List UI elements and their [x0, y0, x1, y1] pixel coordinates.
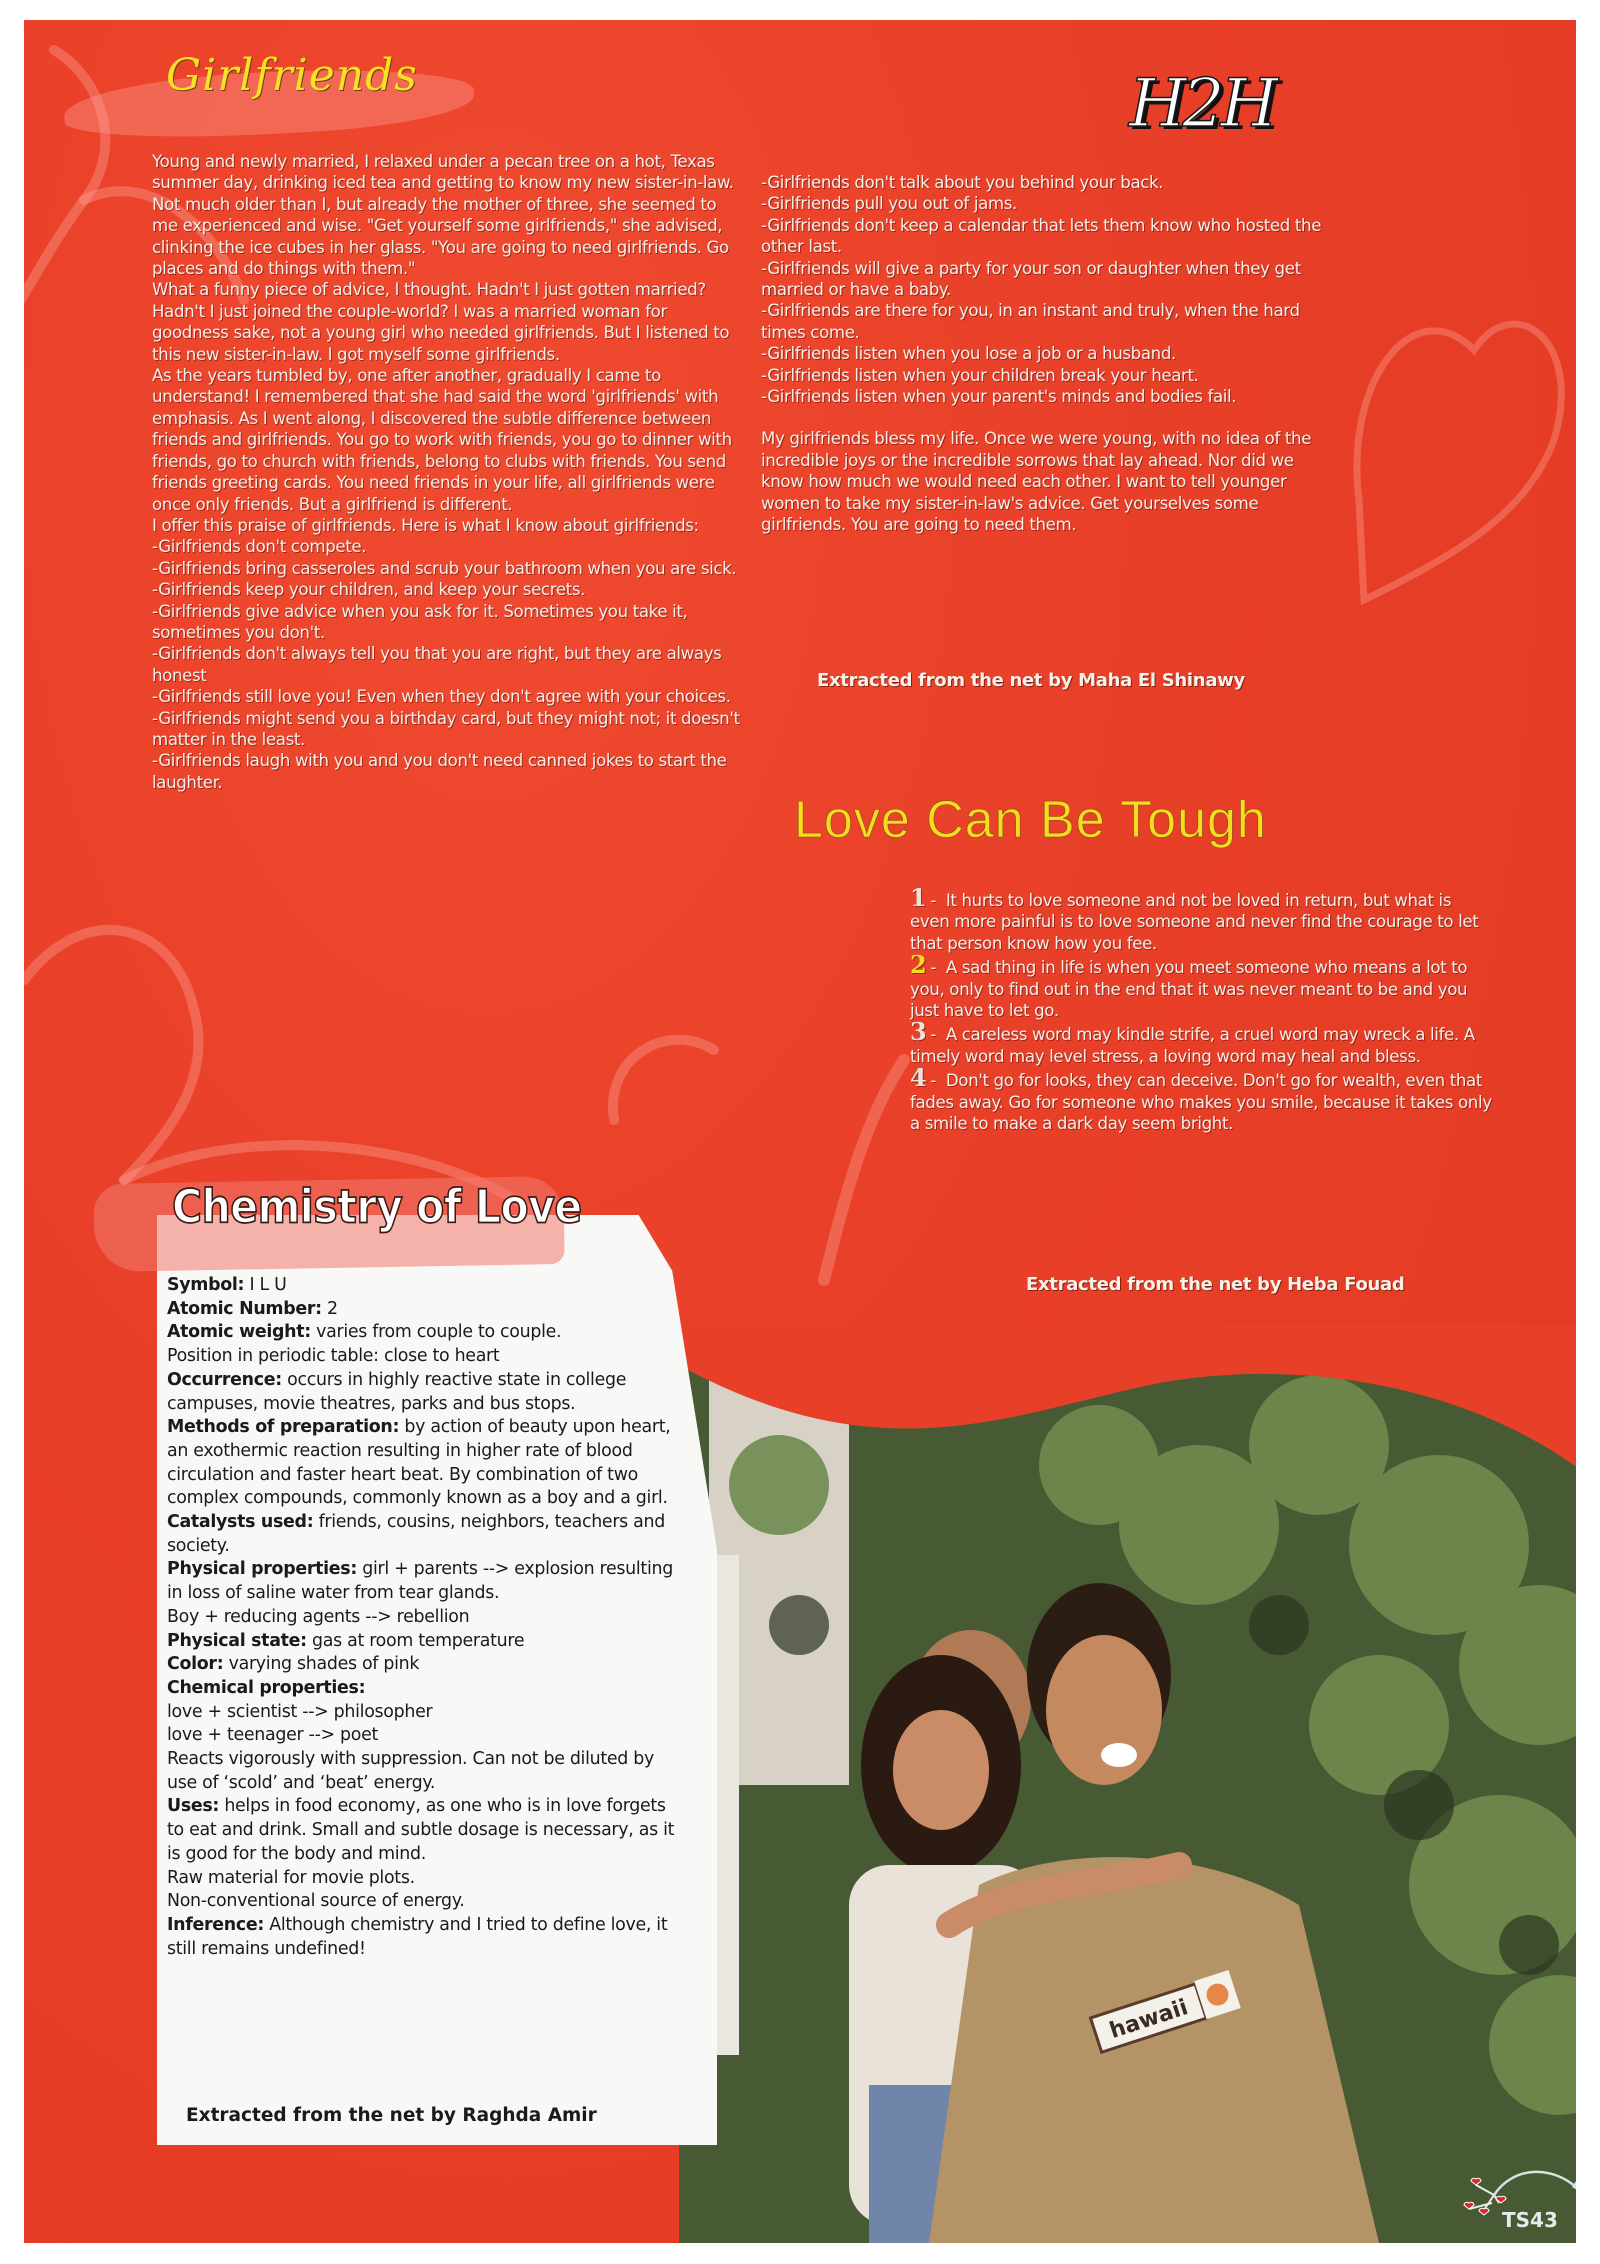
love-can-be-tough-title: Love Can Be Tough: [794, 791, 1267, 849]
list-item: -Girlfriends don't compete.: [152, 537, 367, 557]
closing-paragraph: My girlfriends bless my life. Once we were young, with no idea of the incredible joys or the incredible sorrows that lay ahead. Nor did we know how much we would need each other. I want to tell younger women to take my sister-in-law's advice. Get yourselves some girlfriends. You are going to need them.: [761, 429, 1312, 535]
item-text: A sad thing in life is when you meet someone who means a lot to you, only to find out in the end that it was never meant to be and you just have to let go.: [910, 958, 1468, 1021]
list-item: -Girlfriends don't keep a calendar that lets them know who hosted the other last.: [761, 215, 1322, 257]
couple-photo: [679, 1325, 1576, 2243]
item-number: 1: [910, 883, 927, 912]
chem-entry: Chemical properties:: [167, 1677, 366, 1698]
chem-entry: Physical properties: girl + parents --> explosion resulting in loss of saline water from tear glands.: [167, 1559, 673, 1604]
list-item: -Girlfriends listen when your parent's minds and bodies fail.: [761, 387, 1237, 407]
chem-entry: Occurrence: occurs in highly reactive state in college campuses, movie theatres, parks and bus stops.: [167, 1369, 627, 1414]
item-dash: -: [930, 1025, 936, 1045]
chem-entry: Boy + reducing agents --> rebellion: [167, 1606, 470, 1627]
chem-entry: Raw material for movie plots.: [167, 1867, 415, 1888]
chem-entry: Reacts vigorously with suppression. Can not be diluted by use of ‘scold’ and ‘beat’ energy.: [167, 1749, 654, 1793]
chem-entry: Symbol: I L U: [167, 1275, 287, 1295]
list-item: -Girlfriends will give a party for your son or daughter when they get married or have a baby.: [761, 258, 1301, 300]
paragraph: What a funny piece of advice, I thought. Hadn't I just gotten married? Hadn't I just joined the couple-world? I was a married woman for goodness sake, not a young girl who needed girlfriends. But I listened to this new sister-in-law. I got myself some girlfriends.: [152, 280, 730, 364]
item-number: 4: [910, 1063, 927, 1093]
tough-item-4: [910, 1063, 1495, 1134]
photo-illustration: [679, 1325, 1576, 2243]
love-tough-byline: Extracted from the net by Heba Fouad: [1026, 1274, 1405, 1295]
girlfriends-byline: Extracted from the net by Maha El Shinawy: [817, 670, 1245, 691]
item-number: 3: [910, 1017, 927, 1047]
item-dash: -: [930, 958, 936, 978]
list-item: -Girlfriends don't talk about you behind your back.: [761, 173, 1164, 192]
tough-item-2: [910, 950, 1495, 1021]
list-item: -Girlfriends pull you out of jams.: [761, 194, 1017, 214]
list-item: -Girlfriends listen when your children break your heart.: [761, 365, 1199, 385]
list-item: -Girlfriends laugh with you and you don't need canned jokes to start the laughter.: [152, 751, 727, 792]
chem-entry: love + scientist --> philosopher: [167, 1701, 433, 1722]
girlfriends-column-1: [152, 151, 742, 793]
paragraph: Young and newly married, I relaxed under a pecan tree on a hot, Texas summer day, drinking iced tea and getting to know my new sister-in-law. Not much older than I, but already the mother of three, she seemed to me experienced and wise. "Get yourself some girlfriends," she advised, clinking the ice cubes in her glass. "You are going to need girlfriends. Go places and do things with them.": [152, 152, 734, 279]
list-item: -Girlfriends bring casseroles and scrub your bathroom when you are sick.: [152, 558, 737, 578]
list-item: -Girlfriends still love you! Even when they don't agree with your choices.: [152, 687, 731, 707]
chem-entry: Physical state: gas at room temperature: [167, 1630, 525, 1651]
shirt-logo-text: hawaii: [1106, 1995, 1192, 2044]
list-item: -Girlfriends might send you a birthday card, but they might not; it doesn't matter in the least.: [152, 708, 740, 749]
item-text: A careless word may kindle strife, a cruel word may wreck a life. A timely word may level stress, a loving word may heal and bless.: [910, 1025, 1475, 1066]
chem-entry: Methods of preparation: by action of beauty upon heart, an exothermic reaction resulting in higher rate of blood circulation and faster heart beat. By combination of two complex compounds, commonly known as a boy and a girl.: [167, 1417, 671, 1509]
page-number: TS43: [1502, 2208, 1558, 2232]
chem-entry: Position in periodic table: close to heart: [167, 1346, 500, 1367]
item-dash: -: [930, 891, 936, 910]
tough-item-3: [910, 1017, 1495, 1067]
item-text: Don't go for looks, they can deceive. Don't go for wealth, even that fades away. Go for someone who makes you smile, because it takes only a smile to make a dark day seem bright.: [910, 1071, 1492, 1134]
chem-entry: love + teenager --> poet: [167, 1725, 379, 1746]
tough-item-1: [910, 883, 1495, 954]
paragraph: I offer this praise of girlfriends. Here is what I know about girlfriends:: [152, 515, 699, 535]
love-tough-list: [910, 883, 1495, 1134]
girlfriends-column-2: [761, 172, 1341, 536]
chem-entry: Color: varying shades of pink: [167, 1654, 420, 1675]
h2h-logo: H2H: [1129, 65, 1275, 142]
chem-entry: Inference: Although chemistry and I tried to define love, it still remains undefined!: [167, 1914, 668, 1959]
chem-entry: Non-conventional source of energy.: [167, 1891, 465, 1912]
chem-entry: Atomic weight: varies from couple to couple.: [167, 1322, 562, 1343]
girlfriends-title: Girlfriends: [166, 50, 418, 101]
magazine-page: [24, 20, 1576, 2243]
list-item: -Girlfriends are there for you, in an instant and truly, when the hard times come.: [761, 301, 1300, 342]
item-dash: -: [930, 1071, 936, 1091]
item-number: 2: [910, 950, 927, 980]
list-item: -Girlfriends give advice when you ask for it. Sometimes you take it, sometimes you don't.: [152, 601, 688, 642]
chem-entry: Atomic Number: 2: [167, 1298, 338, 1319]
list-item: -Girlfriends listen when you lose a job or a husband.: [761, 344, 1176, 364]
list-item: -Girlfriends don't always tell you that you are right, but they are always honest: [152, 644, 722, 685]
chem-entry: Uses: helps in food economy, as one who is in love forgets to eat and drink. Small and subtle dosage is necessary, as it is good for the body and mind.: [167, 1796, 675, 1864]
chemistry-byline: Extracted from the net by Raghda Amir: [186, 2105, 597, 2126]
list-item: -Girlfriends keep your children, and keep your secrets.: [152, 580, 586, 600]
paragraph: As the years tumbled by, one after another, gradually I came to understand! I remembered that she had said the word 'girlfriends' with emphasis. As I went along, I discovered the subtle difference between friends and girlfriends. You go to work with friends, you go to dinner with friends, go to church with friends, belong to clubs with friends. You send friends greeting cards. You need friends in your life, all girlfriends were once only friends. But a girlfriend is different.: [152, 366, 732, 514]
chemistry-entries: [167, 1274, 687, 1961]
item-text: It hurts to love someone and not be loved in return, but what is even more painful is to love someone and never find the courage to let that person know how you fee.: [910, 891, 1479, 953]
chem-entry: Catalysts used: friends, cousins, neighbors, teachers and society.: [167, 1512, 665, 1556]
chemistry-title: Chemistry of Love: [172, 1180, 582, 1234]
